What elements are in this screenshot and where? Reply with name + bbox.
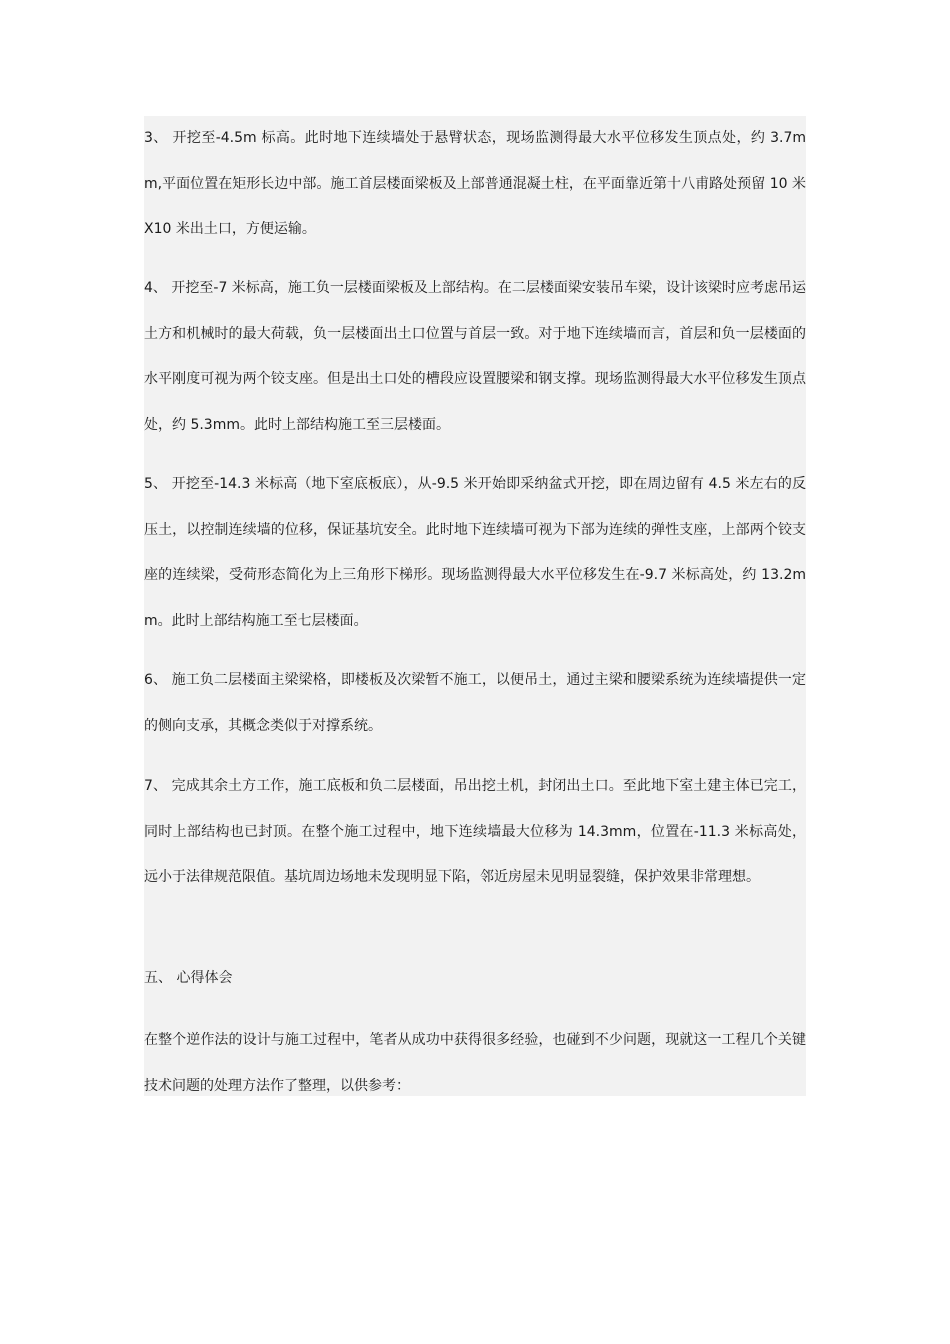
document-body <box>144 116 806 1096</box>
paragraph-summary: 在整个逆作法的设计与施工过程中，笔者从成功中获得很多经验，也碰到不少问题，现就这一工程几个关键技术问题的处理方法作了整理，以供参考： <box>144 1032 806 1094</box>
paragraph-step-6: 6、 施工负二层楼面主梁梁格，即楼板及次梁暂不施工，以便吊土，通过主梁和腰梁系统为连续墙提供一定的侧向支承，其概念类似于对撑系统。 <box>144 672 806 734</box>
paragraph-step-5: 5、 开挖至-14.3 米标高（地下室底板底），从-9.5 米开始即采纳盆式开挖，即在周边留有 4.5 米左右的反压土，以控制连续墙的位移，保证基坑安全。此时地下连续墙可视为下部为连续的弹性支座，上部两个铰支座的连续梁，受荷形态简化为上三角形下梯形。现场监测得最大水平位移发生在-9.7 米标高处，约 13.2mm。此时上部结构施工至七层楼面。 <box>144 476 806 629</box>
section-heading: 五、 心得体会 <box>144 970 233 986</box>
paragraph-step-7: 7、 完成其余土方工作，施工底板和负二层楼面，吊出挖土机，封闭出土口。至此地下室土建主体已完工，同时上部结构也已封顶。在整个施工过程中，地下连续墙最大位移为 14.3mm，位置在-11.3 米标高处，远小于法律规范限值。基坑周边场地未发现明显下陷，邻近房屋未见明显裂缝，保护效果非常理想。 <box>144 778 806 885</box>
paragraph-step-3: 3、 开挖至-4.5m 标高。此时地下连续墙处于悬臂状态，现场监测得最大水平位移发生顶点处，约 3.7mm,平面位置在矩形长边中部。施工首层楼面梁板及上部普通混凝土柱，在平面靠近第十八甫路处预留 10 米 X10 米出土口，方便运输。 <box>144 130 806 237</box>
paragraph-step-4: 4、 开挖至-7 米标高，施工负一层楼面梁板及上部结构。在二层楼面梁安装吊车梁，设计该梁时应考虑吊运土方和机械时的最大荷载，负一层楼面出土口位置与首层一致。对于地下连续墙而言，首层和负一层楼面的水平刚度可视为两个铰支座。但是出土口处的槽段应设置腰梁和钢支撑。现场监测得最大水平位移发生顶点处，约 5.3mm。此时上部结构施工至三层楼面。 <box>144 280 806 433</box>
